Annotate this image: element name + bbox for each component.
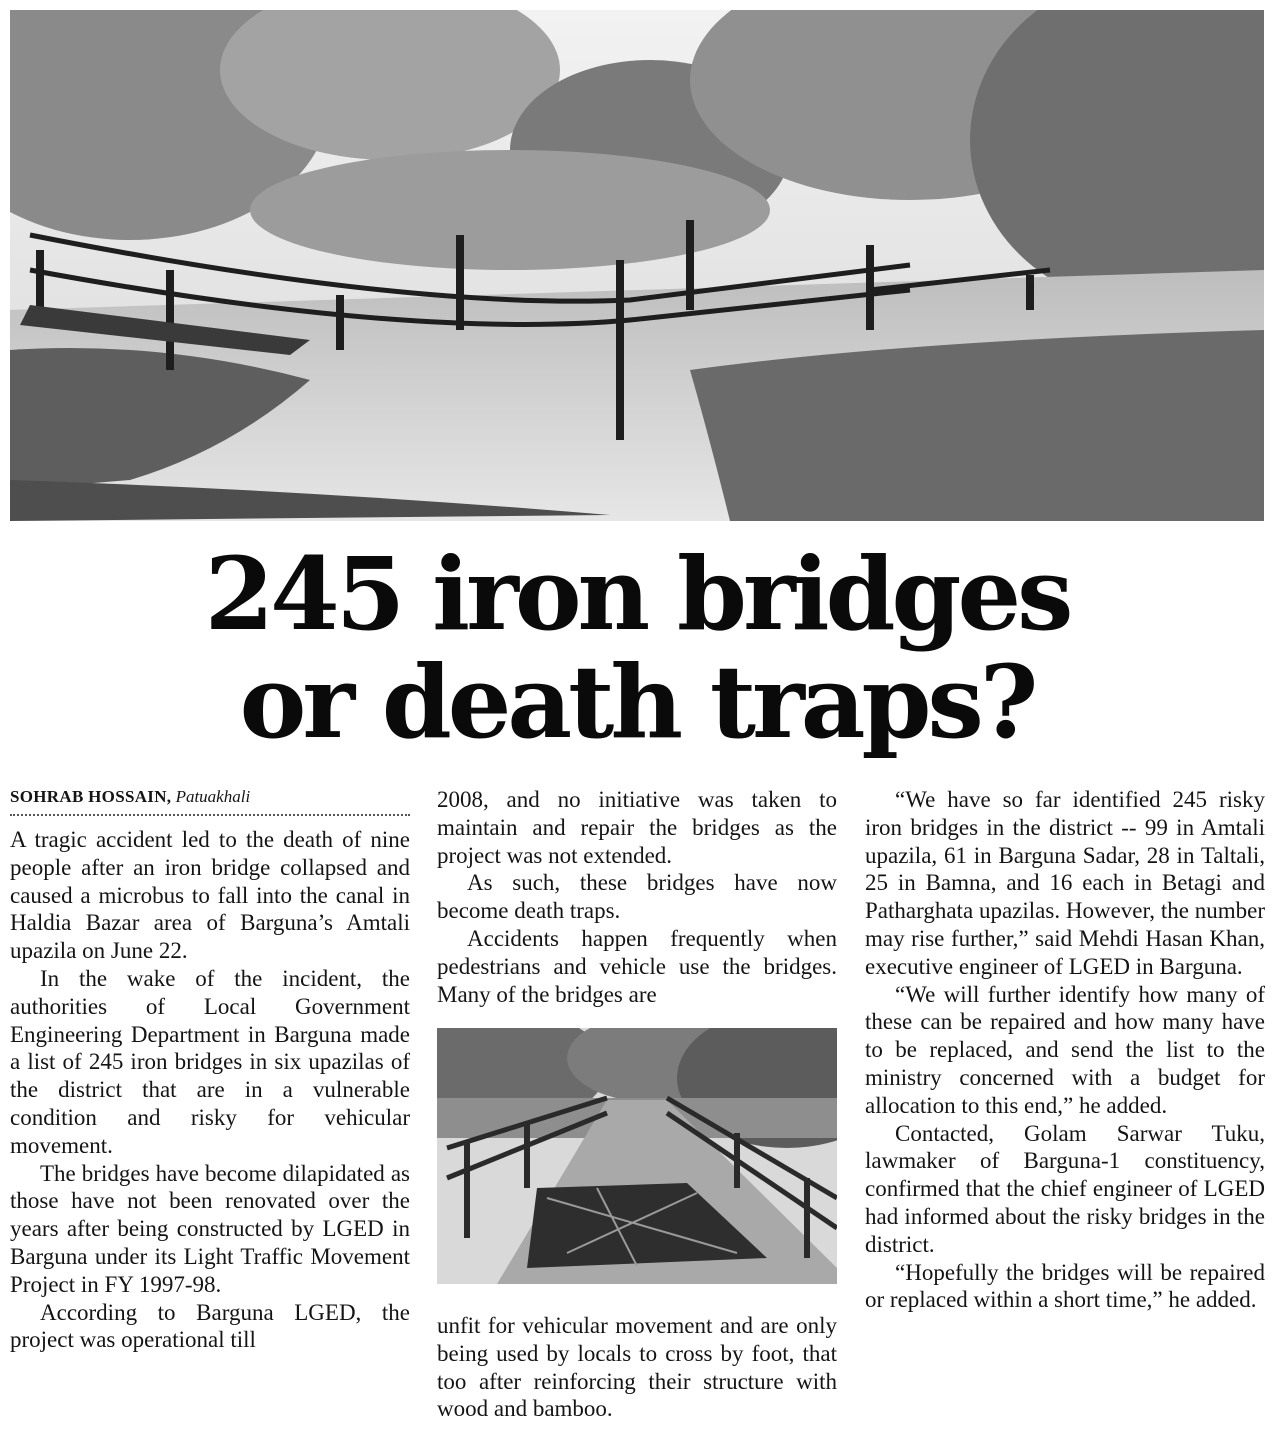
byline-author: SOHRAB HOSSAIN, [10, 787, 172, 806]
paragraph: As such, these bridges have now become death traps. [437, 870, 837, 924]
paragraph: A tragic accident led to the death of nine people after an iron bridge collapsed and caused a microbus to fall into the canal in Haldia Bazar area of Barguna’s Amtali upazila on June 22. [10, 827, 410, 964]
paragraph: 2008, and no initiative was taken to maintain and repair the bridges as the project was not extended. [437, 787, 837, 868]
headline-line-1: 245 iron bridges [204, 535, 1070, 653]
paragraph: Accidents happen frequently when pedestrians and vehicle use the bridges. Many of the bridges are [437, 925, 837, 1007]
headline [0, 535, 1274, 761]
article-column-2 [437, 786, 837, 1008]
paragraph: unfit for vehicular movement and are only being used by locals to cross by foot, that too after reinforcing their structure with wood and bamboo. [437, 1313, 837, 1422]
inline-photo-damaged-bridge [437, 1028, 837, 1284]
paragraph: The bridges have become dilapidated as those have not been renovated over the years after being constructed by LGED in Barguna under its Light Traffic Movement Project in FY 1997-98. [10, 1160, 410, 1297]
paragraph: “We will further identify how many of these can be repaired and how many have to be replaced, and send the list to the ministry concerned with a budget for allocation to this end,” he added. [865, 981, 1265, 1118]
paragraph: “Hopefully the bridges will be repaired or replaced within a short time,” he added. [865, 1259, 1265, 1313]
main-photo-collapsed-bridge [10, 10, 1264, 521]
paragraph: “We have so far identified 245 risky iron bridges in the district -- 99 in Amtali upazila, 61 in Barguna Sadar, 28 in Taltali, 25 in Bamna, and 16 each in Betagi and Patharghata upazilas. However, the number may rise further,” said Mehdi Hasan Khan, executive engineer of LGED in Barguna. [865, 787, 1265, 979]
paragraph: According to Barguna LGED, the project was operational till [10, 1299, 410, 1353]
byline [10, 786, 410, 816]
article-column-3 [865, 786, 1265, 1314]
article-column-2-continued [437, 1312, 837, 1423]
byline-location: Patuakhali [175, 787, 251, 806]
headline-line-2: or death traps? [239, 643, 1035, 761]
article-column-1 [10, 786, 410, 1354]
paragraph: In the wake of the incident, the authorities of Local Government Engineering Department in Barguna made a list of 245 iron bridges in six upazilas of the district that are in a vulnerable condition and risky for vehicular movement. [10, 965, 410, 1158]
paragraph: Contacted, Golam Sarwar Tuku, lawmaker of Barguna-1 constituency, confirmed that the chief engineer of LGED had informed about the risky bridges in the district. [865, 1120, 1265, 1257]
